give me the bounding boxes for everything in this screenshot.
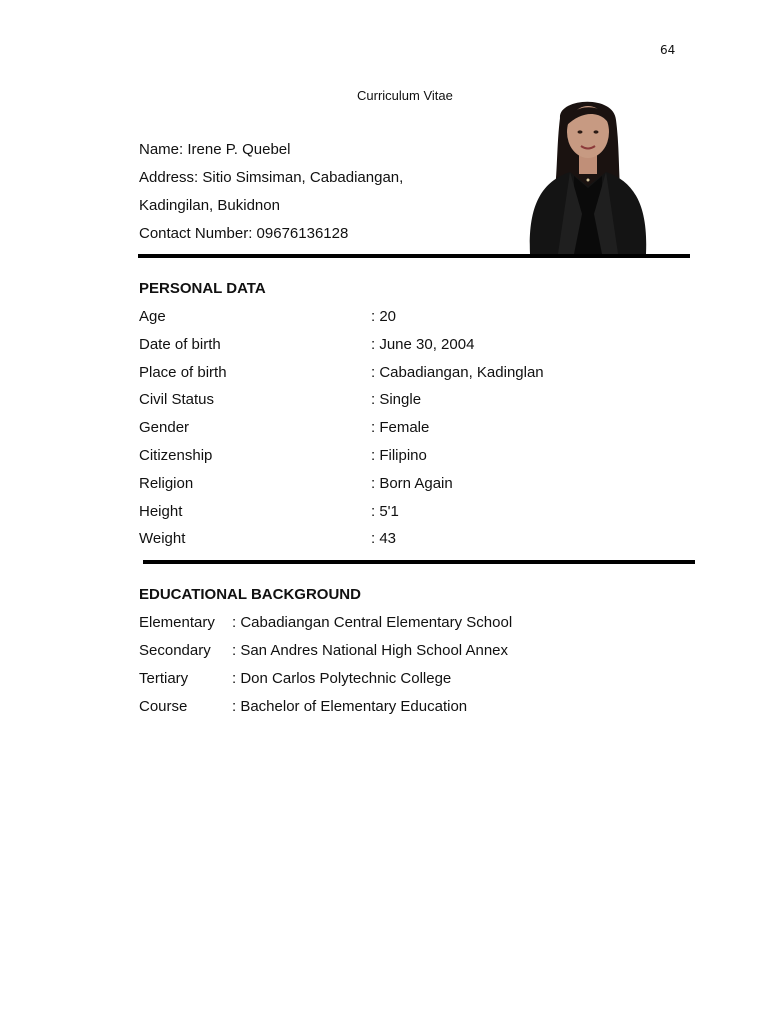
row-value: : June 30, 2004: [371, 336, 475, 353]
row-label: Weight: [139, 530, 186, 547]
row-value: : Single: [371, 391, 422, 408]
personal-data-row: [139, 418, 429, 438]
row-value: : Female: [371, 419, 430, 436]
education-row: [139, 669, 451, 689]
personal-data-heading: PERSONAL DATA: [139, 280, 266, 297]
row-label: Place of birth: [139, 364, 227, 381]
personal-data-row: [139, 502, 399, 522]
row-value: : Bachelor of Elementary Education: [232, 698, 468, 715]
row-label: Gender: [139, 419, 190, 436]
personal-data-row: [139, 390, 421, 410]
document-title: Curriculum Vitae: [357, 88, 453, 103]
section-divider: [138, 254, 690, 258]
personal-data-row: [139, 307, 396, 327]
personal-data-row: [139, 474, 453, 494]
row-value: : 43: [371, 530, 397, 547]
page-number: 64: [660, 43, 676, 57]
personal-data-row: [139, 529, 396, 549]
education-row: [139, 613, 512, 633]
row-label: Height: [139, 503, 183, 520]
person-photo-icon: [522, 90, 652, 254]
education-row: [139, 697, 467, 717]
row-value: : Born Again: [371, 475, 453, 492]
row-value: : Filipino: [371, 447, 427, 464]
personal-data-row: [139, 446, 427, 466]
row-label: Citizenship: [139, 447, 213, 464]
section-divider: [143, 560, 695, 564]
row-value: : Cabadiangan, Kadinglan: [371, 364, 544, 381]
row-label: Tertiary: [139, 670, 189, 687]
personal-data-row: [139, 363, 544, 383]
row-value: : San Andres National High School Annex: [232, 642, 509, 659]
row-label: Elementary: [139, 614, 215, 631]
row-value: : Cabadiangan Central Elementary School: [232, 614, 513, 631]
educational-background-heading: EDUCATIONAL BACKGROUND: [139, 586, 361, 603]
profile-photo: [522, 90, 652, 254]
address-line-1: Address: Sitio Simsiman, Cabadiangan,: [139, 169, 404, 186]
row-label: Date of birth: [139, 336, 221, 353]
contact-number-line: Contact Number: 09676136128: [139, 225, 349, 242]
row-value: : Don Carlos Polytechnic College: [232, 670, 452, 687]
row-label: Religion: [139, 475, 194, 492]
name-line: Name: Irene P. Quebel: [139, 141, 291, 158]
contact-header: [139, 140, 519, 252]
row-value: : 5'1: [371, 503, 399, 520]
personal-data-row: [139, 335, 474, 355]
row-label: Secondary: [139, 642, 211, 659]
education-row: [139, 641, 508, 661]
row-value: : 20: [371, 308, 397, 325]
address-line-2: Kadingilan, Bukidnon: [139, 197, 280, 214]
row-label: Course: [139, 698, 188, 715]
row-label: Age: [139, 308, 166, 325]
row-label: Civil Status: [139, 391, 215, 408]
